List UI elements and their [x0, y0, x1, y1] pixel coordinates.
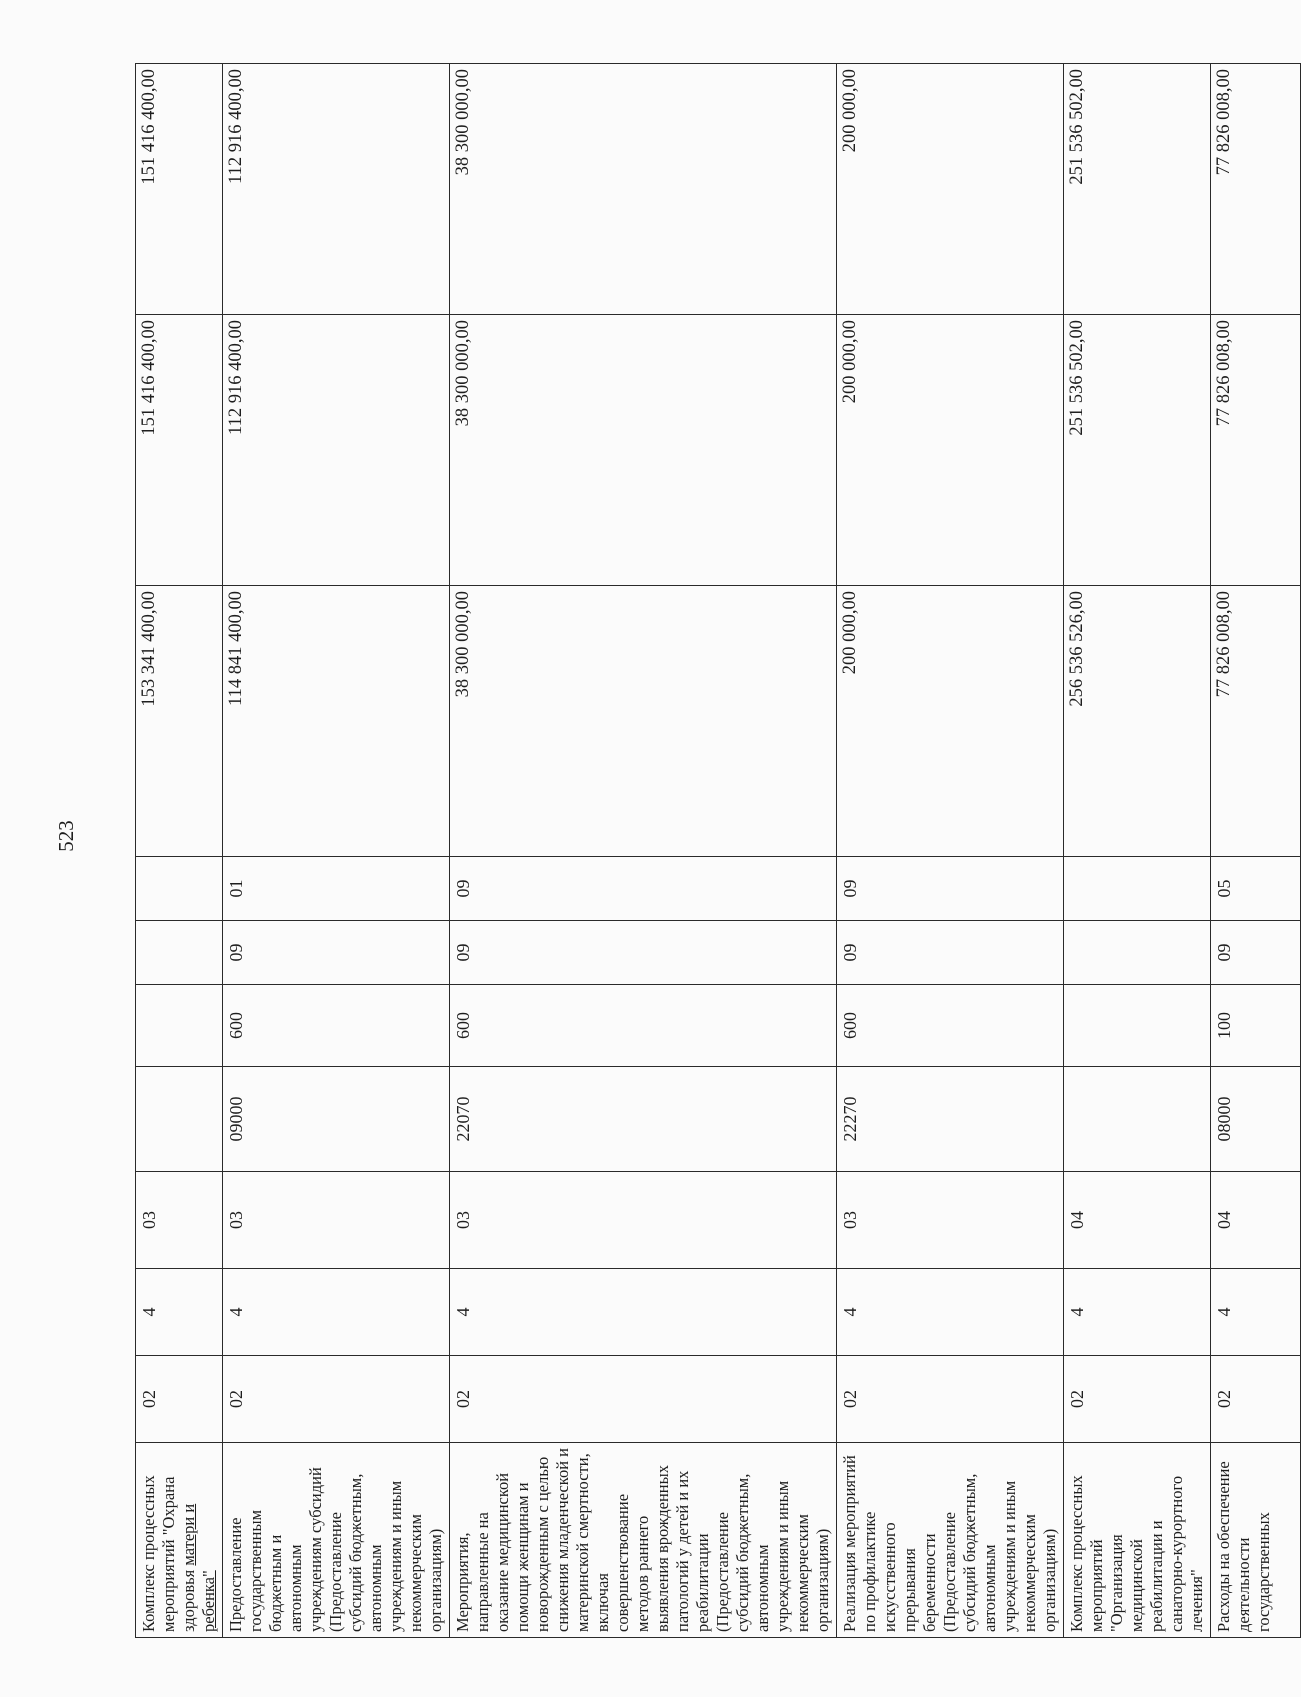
cell-amount-3: 112 916 400,00 [223, 64, 450, 315]
cell-rz: 09 [450, 921, 837, 985]
cell-rz: 09 [1211, 921, 1301, 985]
cell-amount-1: 114 841 400,00 [223, 586, 450, 857]
cell-pp: 4 [450, 1269, 837, 1356]
row-name: Комплекс процессных мероприятий "Организация медицинской реабилитации и санаторно-курортного лечения" [1064, 1443, 1211, 1638]
cell-vr [1064, 985, 1211, 1067]
cell-amount-2: 38 300 000,00 [450, 315, 837, 586]
cell-amount-2: 112 916 400,00 [223, 315, 450, 586]
cell-rz [136, 921, 223, 985]
row-name: Комплекс процессных мероприятий "Охрана здоровья матери и ребенка" [136, 1443, 223, 1638]
cell-ppp: 03 [136, 1172, 223, 1269]
table-row [223, 64, 450, 1638]
cell-rz [1064, 921, 1211, 985]
cell-direction: 22070 [450, 1067, 837, 1172]
cell-gp: 02 [136, 1356, 223, 1443]
cell-gp: 02 [1064, 1356, 1211, 1443]
cell-amount-3: 251 536 502,00 [1064, 64, 1211, 315]
row-name: Предоставление государственным бюджетным и автономным учреждениям субсидий (Предоставление субсидий бюджетным, автономным учреждениям и иным некоммерческим организациям) [223, 1443, 450, 1638]
cell-pr: 05 [1211, 857, 1301, 921]
cell-amount-3: 38 300 000,00 [450, 64, 837, 315]
cell-amount-2: 77 826 008,00 [1211, 315, 1301, 586]
cell-pr: 09 [450, 857, 837, 921]
cell-amount-1: 38 300 000,00 [450, 586, 837, 857]
cell-amount-2: 200 000,00 [837, 315, 1064, 586]
cell-vr: 600 [837, 985, 1064, 1067]
cell-amount-1: 153 341 400,00 [136, 586, 223, 857]
cell-pr: 09 [837, 857, 1064, 921]
cell-vr: 600 [450, 985, 837, 1067]
table-row [837, 64, 1064, 1638]
cell-amount-3: 77 826 008,00 [1211, 64, 1301, 315]
cell-amount-1: 256 536 526,00 [1064, 586, 1211, 857]
cell-direction [136, 1067, 223, 1172]
cell-direction: 08000 [1211, 1067, 1301, 1172]
cell-gp: 02 [837, 1356, 1064, 1443]
cell-direction: 22270 [837, 1067, 1064, 1172]
cell-amount-2: 151 416 400,00 [136, 315, 223, 586]
cell-rz: 09 [837, 921, 1064, 985]
page-number: 523 [54, 820, 78, 852]
budget-allocation-table [135, 63, 1301, 1638]
cell-pr: 01 [223, 857, 450, 921]
table-row [450, 64, 837, 1638]
cell-ppp: 04 [1064, 1172, 1211, 1269]
cell-pp: 4 [1211, 1269, 1301, 1356]
cell-direction: 09000 [223, 1067, 450, 1172]
row-name: Расходы на обеспечение деятельности государственных [1211, 1443, 1301, 1638]
cell-vr: 100 [1211, 985, 1301, 1067]
cell-ppp: 03 [223, 1172, 450, 1269]
cell-vr [136, 985, 223, 1067]
cell-pp: 4 [837, 1269, 1064, 1356]
cell-pr [136, 857, 223, 921]
cell-gp: 02 [450, 1356, 837, 1443]
cell-amount-1: 77 826 008,00 [1211, 586, 1301, 857]
cell-amount-2: 251 536 502,00 [1064, 315, 1211, 586]
cell-pp: 4 [223, 1269, 450, 1356]
cell-gp: 02 [223, 1356, 450, 1443]
row-name: Мероприятия, направленные на оказание медицинской помощи женщинам и новорожденным с целью снижения младенческой и материнской смертности, включая совершенствование методов раннего выявления врожденных патологий у детей и их реабилитации (Предоставление субсидий бюджетным, автономным учреждениям и иным некоммерческим организациям) [450, 1443, 837, 1638]
cell-amount-3: 151 416 400,00 [136, 64, 223, 315]
cell-ppp: 03 [837, 1172, 1064, 1269]
rotated-table-sheet [135, 64, 1273, 1638]
cell-ppp: 04 [1211, 1172, 1301, 1269]
cell-direction [1064, 1067, 1211, 1172]
cell-vr: 600 [223, 985, 450, 1067]
cell-pp: 4 [1064, 1269, 1211, 1356]
table-row [1064, 64, 1211, 1638]
cell-gp: 02 [1211, 1356, 1301, 1443]
table-row [1211, 64, 1301, 1638]
cell-amount-1: 200 000,00 [837, 586, 1064, 857]
table-row [136, 64, 223, 1638]
cell-pr [1064, 857, 1211, 921]
cell-amount-3: 200 000,00 [837, 64, 1064, 315]
cell-rz: 09 [223, 921, 450, 985]
cell-ppp: 03 [450, 1172, 837, 1269]
cell-pp: 4 [136, 1269, 223, 1356]
row-name: Реализация мероприятий по профилактике искусственного прерывания беременности (Предоставление субсидий бюджетным, автономным учреждениям и иным некоммерческим организациям) [837, 1443, 1064, 1638]
